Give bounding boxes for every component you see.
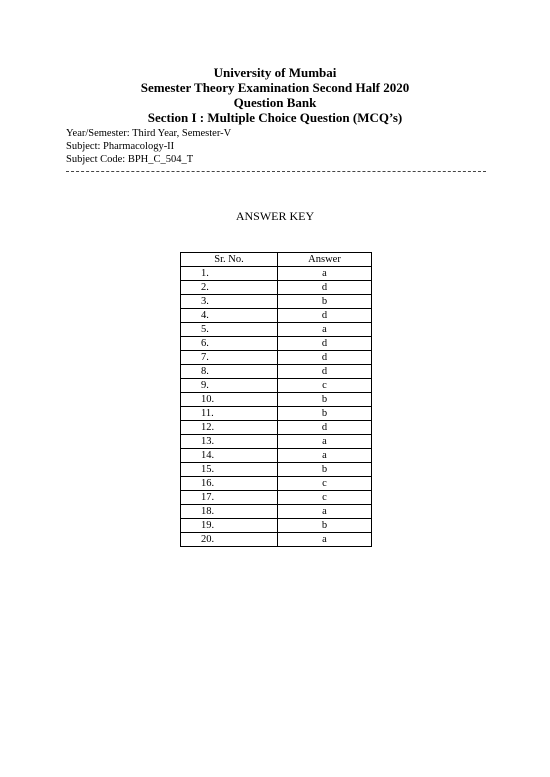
column-header-answer: Answer [278, 253, 372, 267]
sr-no-cell: 6. [181, 337, 278, 351]
answer-cell: a [278, 449, 372, 463]
table-row [181, 491, 372, 505]
answer-cell: c [278, 477, 372, 491]
table-row [181, 281, 372, 295]
subject: Subject: Pharmacology-II [66, 141, 175, 152]
sr-no-cell: 17. [181, 491, 278, 505]
column-header-sr-no: Sr. No. [181, 253, 278, 267]
answer-cell: d [278, 365, 372, 379]
answer-key-table [180, 252, 372, 547]
sr-no-cell: 15. [181, 463, 278, 477]
answer-cell: a [278, 505, 372, 519]
sr-no-cell: 18. [181, 505, 278, 519]
table-row [181, 477, 372, 491]
exam-title: Semester Theory Examination Second Half 2020 [140, 80, 410, 95]
sr-no-cell: 16. [181, 477, 278, 491]
sr-no-cell: 1. [181, 267, 278, 281]
dashed-divider [66, 171, 486, 172]
table-header-row [181, 253, 372, 267]
answer-cell: c [278, 491, 372, 505]
answer-cell: d [278, 337, 372, 351]
table-row [181, 505, 372, 519]
table-row [181, 393, 372, 407]
table-row [181, 309, 372, 323]
answer-cell: a [278, 435, 372, 449]
answer-cell: d [278, 309, 372, 323]
year-semester: Year/Semester: Third Year, Semester-V [66, 128, 232, 139]
sr-no-cell: 19. [181, 519, 278, 533]
table-row [181, 351, 372, 365]
table-row [181, 267, 372, 281]
sr-no-cell: 20. [181, 533, 278, 547]
answer-cell: b [278, 407, 372, 421]
table-row [181, 323, 372, 337]
sr-no-cell: 5. [181, 323, 278, 337]
exam-meta [66, 127, 231, 166]
table-row [181, 295, 372, 309]
table-row [181, 421, 372, 435]
sr-no-cell: 3. [181, 295, 278, 309]
sr-no-cell: 4. [181, 309, 278, 323]
table-row [181, 533, 372, 547]
answer-cell: d [278, 351, 372, 365]
table-row [181, 379, 372, 393]
answer-cell: b [278, 393, 372, 407]
table-row [181, 365, 372, 379]
university-title: University of Mumbai [213, 65, 337, 80]
answer-cell: b [278, 463, 372, 477]
answer-cell: b [278, 519, 372, 533]
document-header [0, 65, 550, 125]
subject-code: Subject Code: BPH_C_504_T [66, 154, 194, 165]
answer-rows [181, 267, 372, 547]
answer-cell: a [278, 533, 372, 547]
sr-no-cell: 12. [181, 421, 278, 435]
sr-no-cell: 2. [181, 281, 278, 295]
section-title: Section I : Multiple Choice Question (MCQ’s) [147, 110, 403, 125]
answer-cell: a [278, 267, 372, 281]
answer-cell: d [278, 421, 372, 435]
answer-cell: d [278, 281, 372, 295]
sr-no-cell: 13. [181, 435, 278, 449]
table-row [181, 463, 372, 477]
sr-no-cell: 11. [181, 407, 278, 421]
answer-key-title: ANSWER KEY [235, 209, 315, 223]
table-row [181, 337, 372, 351]
table-row [181, 407, 372, 421]
answer-cell: b [278, 295, 372, 309]
sr-no-cell: 8. [181, 365, 278, 379]
answer-cell: c [278, 379, 372, 393]
table-row [181, 449, 372, 463]
sr-no-cell: 9. [181, 379, 278, 393]
table-row [181, 435, 372, 449]
table-row [181, 519, 372, 533]
sr-no-cell: 7. [181, 351, 278, 365]
answer-cell: a [278, 323, 372, 337]
question-bank-title: Question Bank [233, 95, 317, 110]
sr-no-cell: 10. [181, 393, 278, 407]
sr-no-cell: 14. [181, 449, 278, 463]
